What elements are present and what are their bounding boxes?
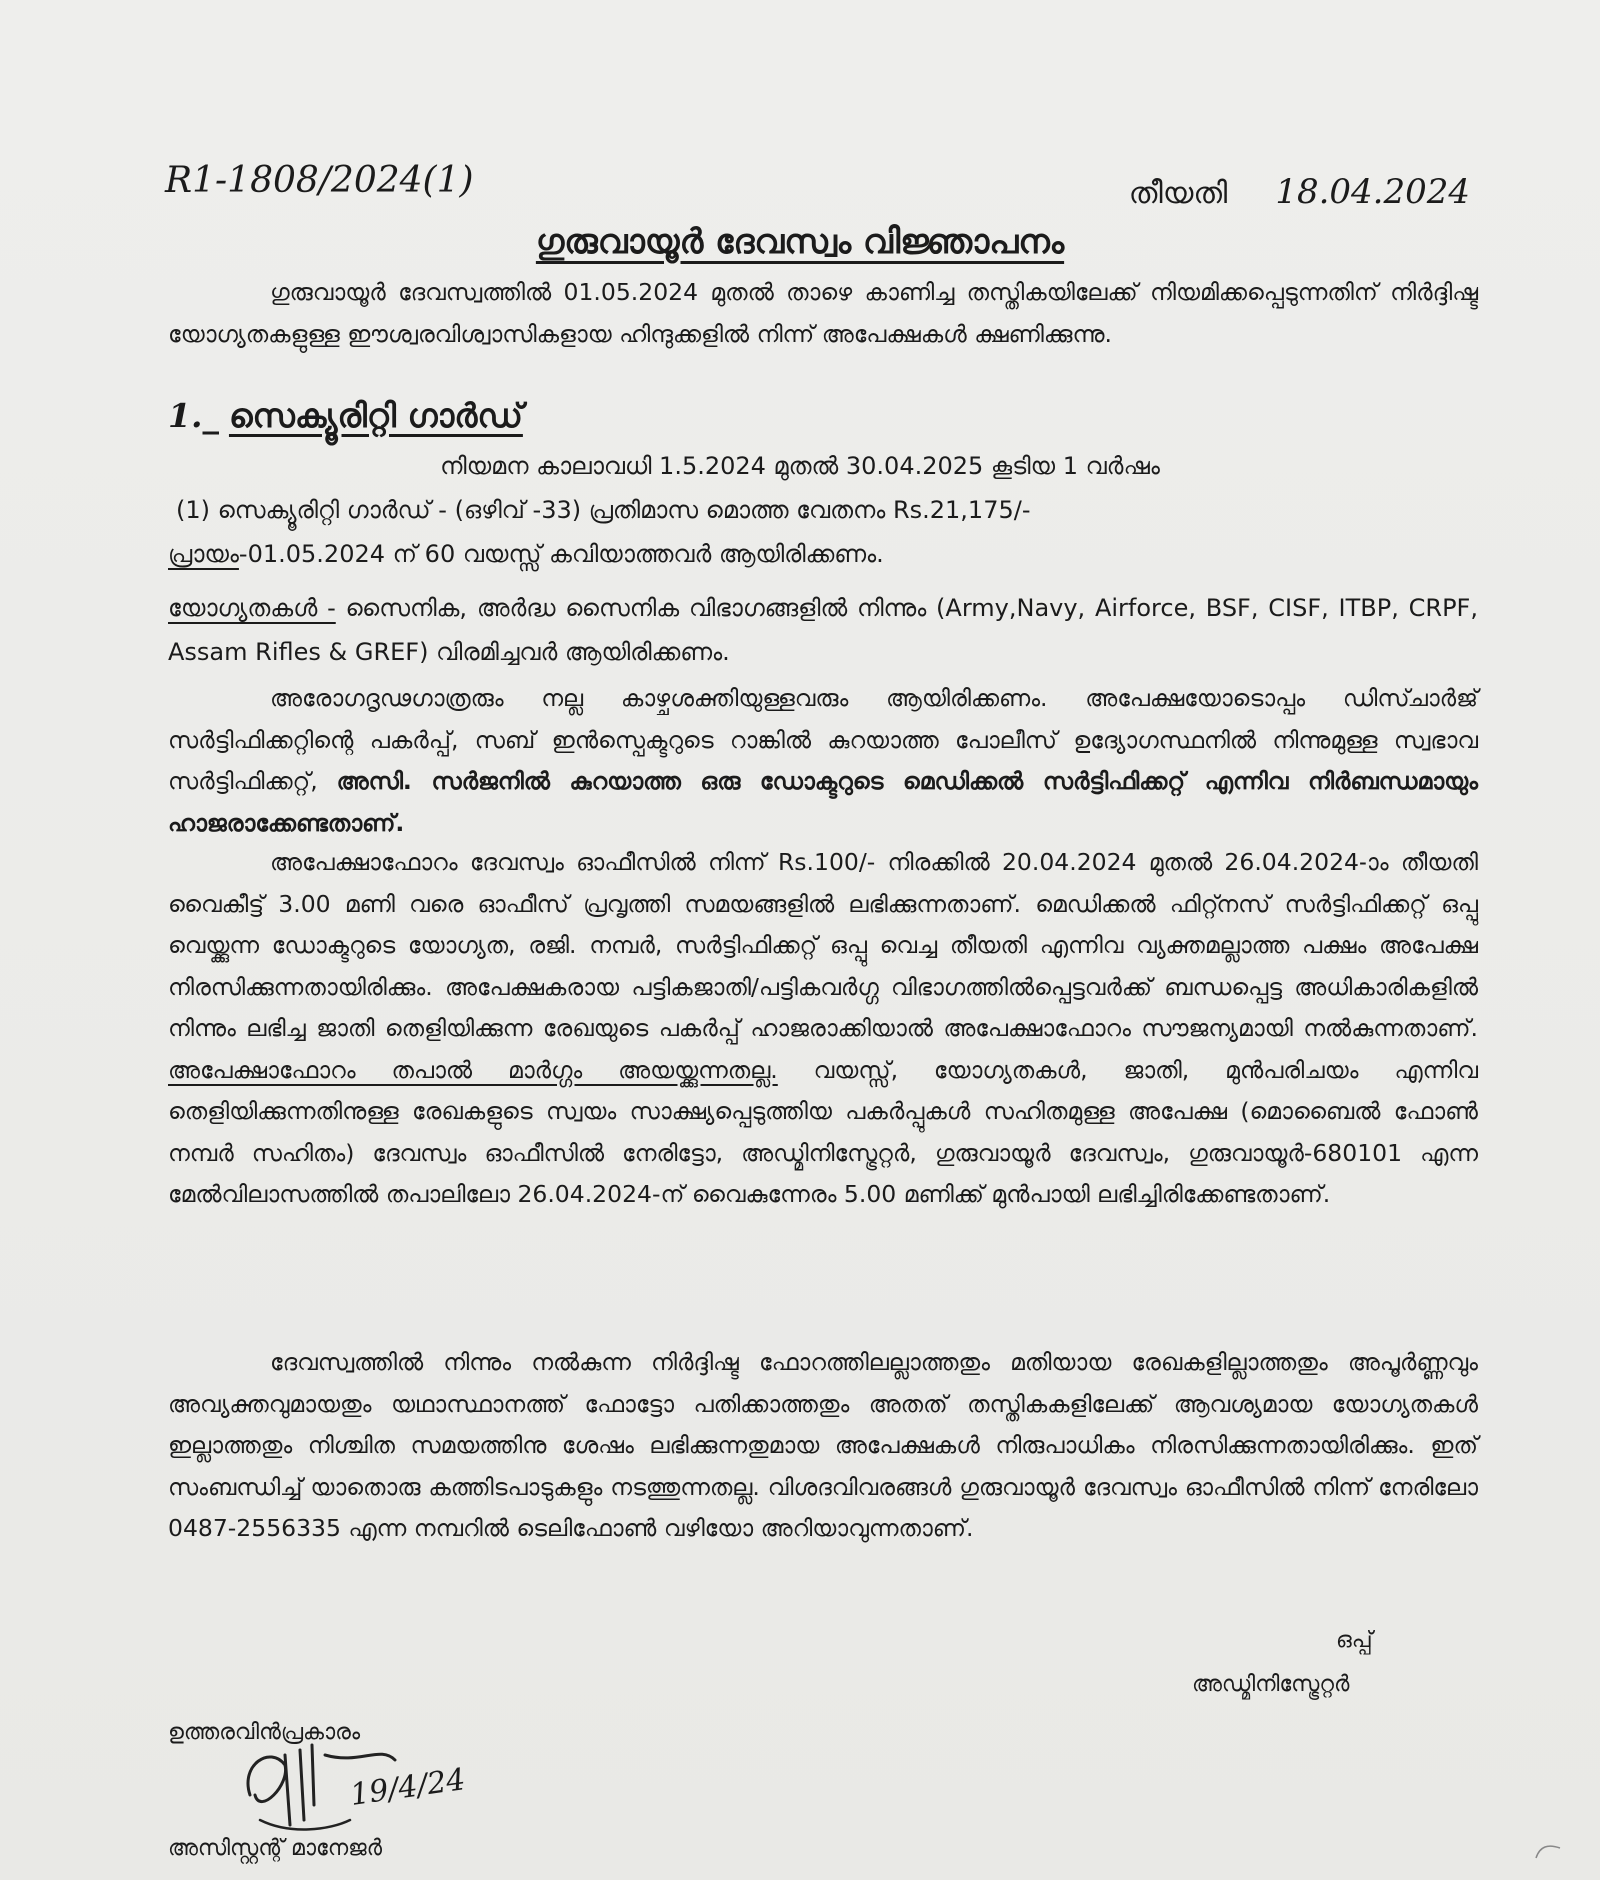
administrator-designation: അഡ്മിനിസ്ട്രേറ്റർ (1192, 1672, 1350, 1697)
form-text-part2: വയസ്സ്, യോഗ്യതകൾ, ജാതി, മുൻപരിചയം എന്നിവ തെളിയിക്കുന്നതിനുള്ള രേഖകളുടെ സ്വയം സാക്ഷ്യപ്പെടുത്തിയ പകർപ്പുകൾ സഹിതമുള്ള അപേക്ഷ (മൊബൈൽ ഫോൺ നമ്പർ സഹിതം) ദേവസ്വം ഓഫീസിൽ നേരിട്ടോ, അഡ്മിനിസ്ട്രേറ്റർ, ഗുരുവായൂർ ദേവസ്വം, ഗുരുവായൂർ-680101 എന്ന മേൽവിലാസത്തിൽ തപാലിലോ 26.04.2024-ന് വൈകുന്നേരം 5.00 മണിക്ക് മുൻപായി ലഭിച്ചിരിക്കേണ്ടതാണ്. (168, 1055, 1478, 1208)
health-bold-text: അസി. സർജനിൽ കുറയാത്ത ഒരു ഡോക്ടറുടെ മെഡിക്കൽ സർട്ടിഫിക്കറ്റ് എന്നിവ നിർബന്ധമായും ഹാജരാക്കേണ്ടതാണ്. (168, 767, 1478, 837)
qualification-label: യോഗ്യതകൾ - (168, 594, 336, 622)
health-text: അരോഗദൃഢഗാത്രരും നല്ല കാഴ്ചശക്തിയുള്ളവരും ആയിരിക്കണം. അപേക്ഷയോടൊപ്പം ഡിസ്ചാർജ് സർട്ടിഫിക്കറ്റിന്റെ പകർപ്പ്, സബ് ഇൻസ്പെക്ടറുടെ റാങ്കിൽ കുറയാത്ത പോലീസ് ഉദ്യോഗസ്ഥനിൽ നിന്നുമുള്ള സ്വഭാവ സർട്ടിഫിക്കറ്റ്, (168, 684, 1478, 795)
age-label: പ്രായം (168, 540, 239, 568)
assistant-manager-designation: അസിസ്റ്റന്റ് മാനേജർ (168, 1836, 383, 1861)
health-paragraph (168, 678, 1478, 844)
date-label: തീയതി (1128, 176, 1228, 211)
date-value: 18.04.2024 (1275, 172, 1470, 212)
qualification-paragraph (168, 586, 1478, 674)
application-form-paragraph (168, 842, 1478, 1216)
age-text: -01.05.2024 ന് 60 വയസ്സ് കവിയാത്തവർ ആയിരിക്കണം. (238, 540, 884, 568)
order-text: ഉത്തരവിൻപ്രകാരം (168, 1720, 361, 1745)
corner-ornament-icon (1534, 1842, 1562, 1860)
form-text-part1: അപേക്ഷാഫോറം ദേവസ്വം ഓഫീസിൽ നിന്ന് Rs.100/- നിരക്കിൽ 20.04.2024 മുതൽ 26.04.2024-ാം തീയതി വൈകീട്ട് 3.00 മണി വരെ ഓഫീസ് പ്രവൃത്തി സമയങ്ങളിൽ ലഭിക്കുന്നതാണ്. മെഡിക്കൽ ഫിറ്റ്നസ് സർട്ടിഫിക്കറ്റ് ഒപ്പു വെയ്ക്കുന്ന ഡോക്ടറുടെ യോഗ്യത, രജി. നമ്പർ, സർട്ടിഫിക്കറ്റ് ഒപ്പു വെച്ച തീയതി എന്നിവ വ്യക്തമല്ലാത്ത പക്ഷം അപേക്ഷ നിരസിക്കുന്നതായിരിക്കും. അപേക്ഷകരായ പട്ടികജാതി/പട്ടികവർഗ്ഗ വിഭാഗത്തിൽപ്പെട്ടവർക്ക് ബന്ധപ്പെട്ട അധികാരികളിൽ നിന്നും ലഭിച്ച ജാതി തെളിയിക്കുന്ന രേഖയുടെ പകർപ്പ് ഹാജരാക്കിയാൽ അപേക്ഷാഫോറം സൗജന്യമായി നൽകുന്നതാണ്. (168, 848, 1478, 1042)
intro-paragraph: ഗുരുവായൂർ ദേവസ്വത്തിൽ 01.05.2024 മുതൽ താഴെ കാണിച്ച തസ്തികയിലേക്ക് നിയമിക്കപ്പെടുന്നതിന് നിർദ്ദിഷ്ട യോഗ്യതകളുള്ള ഈശ്വരവിശ്വാസികളായ ഹിന്ദുക്കളിൽ നിന്ന് അപേക്ഷകൾ ക്ഷണിക്കുന്നു. (168, 278, 1478, 348)
section-number: 1._ (168, 396, 219, 435)
section-label: സെക്യൂരിറ്റി ഗാർഡ് (228, 396, 523, 435)
signed-mark: ഒപ്പ് (1336, 1628, 1373, 1653)
date-block (1129, 172, 1470, 212)
age-line (168, 540, 1468, 568)
title-text: ഗുരുവായൂർ ദേവസ്വം വിജ്ഞാപനം (535, 222, 1065, 262)
document-title (0, 222, 1600, 262)
qualification-text: സൈനിക, അർദ്ധ സൈനിക വിഭാഗങ്ങളിൽ നിന്നും (Army,Navy, Airforce, BSF, CISF, ITBP, CRPF, Assam Rifles & GREF) വിരമിച്ചവർ ആയിരിക്കണം. (168, 594, 1478, 666)
reference-number: R1-1808/2024(1) (165, 160, 474, 201)
signature-date: 19/4/24 (348, 1762, 468, 1813)
form-underlined-text: അപേക്ഷാഫോറം തപാൽ മാർഗ്ഗം അയയ്ക്കുന്നതല്ല. (168, 1055, 778, 1084)
section-heading (168, 396, 523, 436)
rejection-paragraph: ദേവസ്വത്തിൽ നിന്നും നൽകുന്ന നിർദ്ദിഷ്ട ഫോറത്തിലല്ലാത്തതും മതിയായ രേഖകളില്ലാത്തതും അപൂർണ്ണവും അവ്യക്തവുമായതും യഥാസ്ഥാനത്ത് ഫോട്ടോ പതിക്കാത്തതും അതത് തസ്തികകളിലേക്ക് ആവശ്യമായ യോഗ്യതകൾ ഇല്ലാത്തതും നിശ്ചിത സമയത്തിനു ശേഷം ലഭിക്കുന്നതുമായ അപേക്ഷകൾ നിരുപാധികം നിരസിക്കുന്നതായിരിക്കും. ഇത് സംബന്ധിച്ച് യാതൊരു കത്തിടപാടുകളും നടത്തുന്നതല്ല. വിശദവിവരങ്ങൾ ഗുരുവായൂർ ദേവസ്വം ഓഫീസിൽ നിന്ന് നേരിലോ 0487-2556335 എന്ന നമ്പറിൽ ടെലിഫോൺ വഴിയോ അറിയാവുന്നതാണ്. (168, 1348, 1478, 1542)
post-salary-line: (1) സെക്യൂരിറ്റി ഗാർഡ് - (ഒഴിവ് -33) പ്രതിമാസ മൊത്ത വേതനം Rs.21,175/- (176, 496, 1031, 524)
appointment-period: നിയമന കാലാവധി 1.5.2024 മുതൽ 30.04.2025 കൂടിയ 1 വർഷം (440, 452, 1160, 480)
